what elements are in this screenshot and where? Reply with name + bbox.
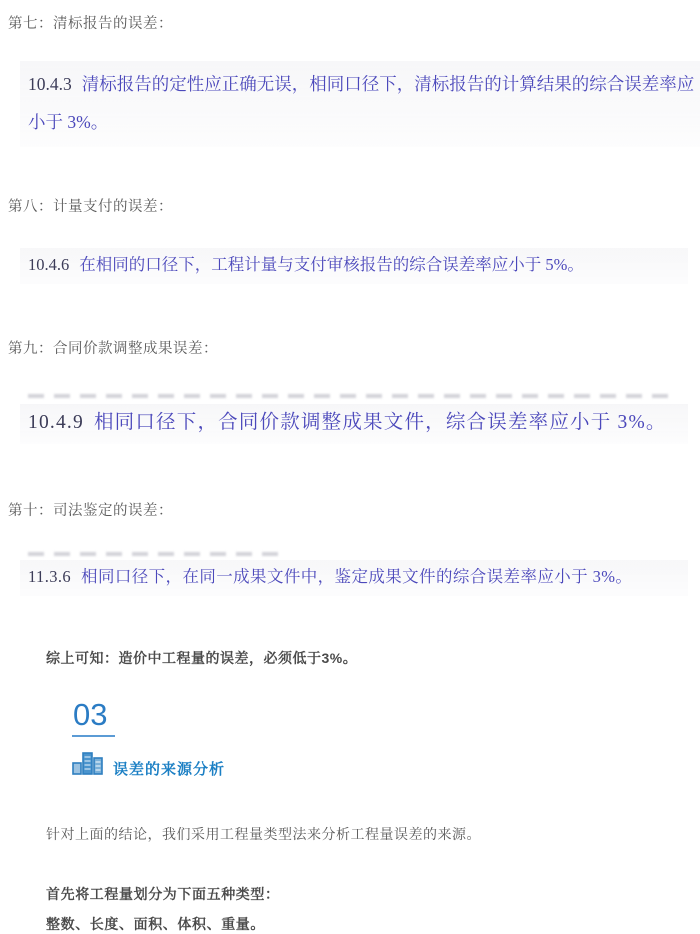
analysis-paragraph: 针对上面的结论，我们采用工程量类型法来分析工程量误差的来源。	[46, 826, 481, 843]
clause-number: 10.4.6	[28, 255, 70, 274]
section3-title-row	[72, 751, 692, 780]
scan-artifact-line	[28, 552, 278, 556]
section8-heading: 第八：计量支付的误差：	[8, 199, 173, 215]
scan-artifact-line	[28, 394, 668, 398]
standard-excerpt-10-4-6	[20, 248, 688, 284]
clause-number: 10.4.9	[28, 412, 84, 433]
clause-text: 相同口径下，在同一成果文件中，鉴定成果文件的综合误差率应小于 3%。	[81, 567, 633, 586]
clause-text: 清标报告的定性应正确无误，相同口径下，清标报告的计算结果的综合误差率应小于 3%。	[28, 74, 695, 132]
section9-heading: 第九：合同价款调整成果误差：	[8, 341, 218, 357]
standard-excerpt-11-3-6	[20, 560, 688, 596]
section10-heading: 第十：司法鉴定的误差：	[8, 503, 173, 519]
types-list: 整数、长度、面积、体积、重量。	[46, 916, 265, 933]
clause-text: 相同口径下，合同价款调整成果文件，综合误差率应小于 3%。	[93, 412, 667, 433]
section7-heading: 第七：清标报告的误差：	[8, 16, 173, 32]
conclusion-text: 综上可知：造价中工程量的误差，必须低于3%。	[46, 650, 358, 666]
section-number-03: 03	[72, 698, 115, 737]
clause-number: 11.3.6	[28, 567, 72, 586]
clause-number: 10.4.3	[28, 74, 72, 94]
standard-excerpt-10-4-9	[20, 404, 688, 444]
section3-title: 误差的来源分析	[113, 761, 226, 779]
clause-text: 在相同的口径下，工程计量与支付审核报告的综合误差率应小于 5%。	[79, 255, 584, 274]
bar-chart-icon	[72, 751, 104, 780]
standard-excerpt-10-4-3	[20, 61, 700, 147]
types-intro: 首先将工程量划分为下面五种类型：	[46, 886, 280, 903]
